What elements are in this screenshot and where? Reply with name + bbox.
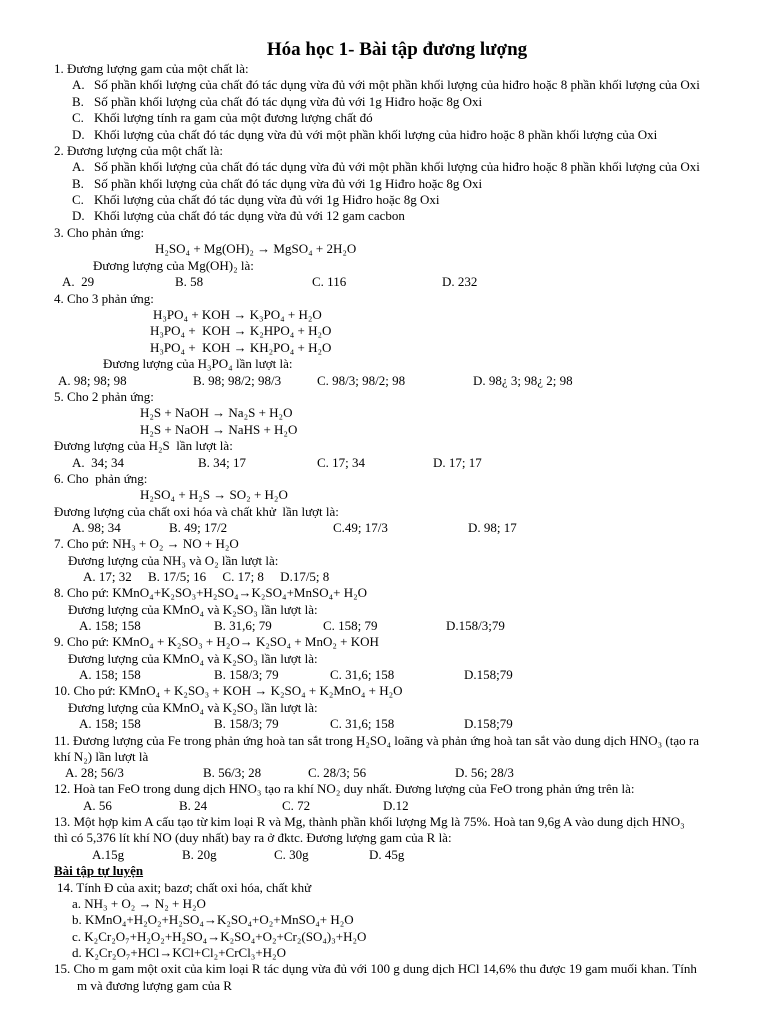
q6-answer-c: C.49; 17/3: [333, 520, 388, 535]
q5-answers: [0, 455, 768, 471]
q4-stem: 4. Cho 3 phản ứng:: [54, 291, 154, 306]
q11-stem-line1: 11. Đương lượng của Fe trong phản ứng hoà tan sắt trong H₂SO₄ loãng và phản ứng hoà tan sắt vào dung dịch HNO₃ (tạo ra: [54, 733, 699, 748]
self-practice-heading: Bài tập tự luyện: [54, 863, 144, 878]
q6-answer-d: D. 98; 17: [468, 520, 517, 535]
q6-question: Đương lượng của chất oxi hóa và chất khử lần lượt là:: [54, 504, 339, 519]
q6-answers: [0, 520, 768, 536]
q3-answer-a: A. 29: [62, 274, 95, 289]
q7-question: Đương lượng của NH₃ và O₂ lần lượt là:: [68, 553, 279, 568]
q14-item-b: b. KMnO₄+H₂O₂+H₂SO₄→K₂SO₄+O₂+MnSO₄+ H₂O: [72, 912, 354, 927]
q5-answer-b: B. 34; 17: [198, 455, 247, 470]
q1-option-c: C. Khối lượng tính ra gam của một đương lượng chất đó: [72, 110, 373, 125]
q9-answer-c: C. 31,6; 158: [330, 667, 395, 682]
q13-answers: [0, 847, 768, 863]
q12-answer-c: C. 72: [282, 798, 311, 813]
q7-stem: 7. Cho pứ: NH₃ + O₂ → NO + H₂O: [54, 536, 239, 551]
q9-stem: 9. Cho pứ: KMnO₄ + K₂SO₃ + H₂O→ K₂SO₄ + MnO₂ + KOH: [54, 634, 379, 649]
q12-answers: [0, 798, 768, 814]
q5-stem: 5. Cho 2 phản ứng:: [54, 389, 154, 404]
q6-answer-a: A. 98; 34: [72, 520, 121, 535]
q6-answer-b: B. 49; 17/2: [169, 520, 228, 535]
q5-answer-d: D. 17; 17: [433, 455, 482, 470]
q8-answer-b: B. 31,6; 79: [214, 618, 272, 633]
q4-answer-b: B. 98; 98/2; 98/3: [193, 373, 282, 388]
q4-answer-d: D. 98¿ 3; 98¿ 2; 98: [473, 373, 573, 388]
q4-equation-1: H₃PO₄ + KOH → K₃PO₄ + H₂O: [153, 307, 322, 322]
q3-answer-c: C. 116: [312, 274, 347, 289]
q12-stem: 12. Hoà tan FeO trong dung dịch HNO₃ tạo ra khí NO₂ duy nhất. Đương lượng của FeO trong phản ứng trên là:: [54, 781, 635, 796]
q1-stem: 1. Đương lượng gam của một chất là:: [54, 61, 249, 76]
q10-question: Đương lượng của KMnO₄ và K₂SO₃ lần lượt là:: [68, 700, 318, 715]
q13-stem-line2: thì có 5,376 lít khí NO (duy nhất) bay ra ở đktc. Đương lượng gam của R là:: [54, 830, 452, 845]
q10-answer-a: A. 158; 158: [79, 716, 141, 731]
q5-equation-1: H₂S + NaOH → Na₂S + H₂O: [140, 405, 293, 420]
q13-stem-line1: 13. Một hợp kim A cấu tạo từ kim loại R và Mg, thành phần khối lượng Mg là 75%. Hoà tan 9,6g A vào dung dịch HNO₃: [54, 814, 685, 829]
q2-option-b: B. Số phần khối lượng của chất đó tác dụng vừa đủ với 1g Hiđro hoặc 8g Oxi: [72, 176, 483, 191]
q3-equation: H₂SO₄ + Mg(OH)₂ → MgSO₄ + 2H₂O: [155, 241, 357, 256]
q1-option-d: D. Khối lượng của chất đó tác dụng vừa đủ với một phần khối lượng của hiđro hoặc 8 phần khối lượng của Oxi: [72, 127, 658, 142]
q5-answer-a: A. 34; 34: [72, 455, 124, 470]
q9-answers: [0, 667, 768, 683]
q13-answer-a: A.15g: [92, 847, 125, 862]
q15-stem-line1: 15. Cho m gam một oxit của kim loại R tác dụng vừa đủ với 100 g dung dịch HCl 14,6% thu được 19 gam muối khan. Tính: [54, 961, 697, 976]
q1-option-a: A. Số phần khối lượng của chất đó tác dụng vừa đủ với một phần khối lượng của hiđro hoặc 8 phần khối lượng của Oxi: [72, 77, 700, 92]
q3-answer-b: B. 58: [175, 274, 204, 289]
q11-answer-a: A. 28; 56/3: [65, 765, 124, 780]
q10-answer-c: C. 31,6; 158: [330, 716, 395, 731]
q14-stem: 14. Tính Đ của axit; bazơ; chất oxi hóa, chất khử: [57, 880, 312, 895]
q15-stem-line2: m và đương lượng gam của R: [77, 978, 232, 993]
q14-item-c: c. K₂Cr₂O₇+H₂O₂+H₂SO₄→K₂SO₄+O₂+Cr₂(SO₄)₃+H₂O: [72, 929, 367, 944]
q5-equation-2: H₂S + NaOH → NaHS + H₂O: [140, 422, 298, 437]
q7-answers: A. 17; 32 B. 17/5; 16 C. 17; 8 D.17/5; 8: [83, 569, 330, 584]
q12-answer-b: B. 24: [179, 798, 208, 813]
q2-stem: 2. Đương lượng của một chất là:: [54, 143, 223, 158]
q12-answer-d: D.12: [383, 798, 409, 813]
q8-question: Đương lượng của KMnO₄ và K₂SO₃ lần lượt là:: [68, 602, 318, 617]
q13-answer-d: D. 45g: [369, 847, 405, 862]
q14-item-d: d. K₂Cr₂O₇+HCl→KCl+Cl₂+CrCl₃+H₂O: [72, 945, 286, 960]
q10-answer-d: D.158;79: [464, 716, 513, 731]
q3-answers: [0, 274, 768, 290]
q11-answer-c: C. 28/3; 56: [308, 765, 367, 780]
q9-question: Đương lượng của KMnO₄ và K₂SO₃ lần lượt là:: [68, 651, 318, 666]
q11-answer-d: D. 56; 28/3: [455, 765, 514, 780]
q10-stem: 10. Cho pứ: KMnO₄ + K₂SO₃ + KOH → K₂SO₄ + K₂MnO₄ + H₂O: [54, 683, 403, 698]
q10-answer-b: B. 158/3; 79: [214, 716, 279, 731]
q12-answer-a: A. 56: [83, 798, 112, 813]
q3-question: Đương lượng của Mg(OH)₂ là:: [93, 258, 254, 273]
q10-answers: [0, 716, 768, 732]
q5-answer-c: C. 17; 34: [317, 455, 366, 470]
q14-item-a: a. NH₃ + O₂ → N₂ + H₂O: [72, 896, 206, 911]
q5-question: Đương lượng của H₂S lần lượt là:: [54, 438, 233, 453]
q6-stem: 6. Cho phản ứng:: [54, 471, 148, 486]
q8-stem: 8. Cho pứ: KMnO₄+K₂SO₃+H₂SO₄→K₂SO₄+MnSO₄+ H₂O: [54, 585, 368, 600]
q8-answer-d: D.158/3;79: [446, 618, 505, 633]
q9-answer-d: D.158;79: [464, 667, 513, 682]
q1-option-b: B. Số phần khối lượng của chất đó tác dụng vừa đủ với 1g Hiđro hoặc 8g Oxi: [72, 94, 483, 109]
q4-answers: [0, 373, 768, 389]
q2-option-d: D. Khối lượng của chất đó tác dụng vừa đủ với 12 gam cacbon: [72, 208, 405, 223]
q2-option-a: A. Số phần khối lượng của chất đó tác dụng vừa đủ với một phần khối lượng của hiđro hoặc 8 phần khối lượng của Oxi: [72, 159, 700, 174]
q2-option-c: C. Khối lượng của chất đó tác dụng vừa đủ với 1g Hiđro hoặc 8g Oxi: [72, 192, 440, 207]
q4-equation-3: H₃PO₄ + KOH → KH₂PO₄ + H₂O: [150, 340, 332, 355]
q8-answer-c: C. 158; 79: [323, 618, 378, 633]
q4-answer-c: C. 98/3; 98/2; 98: [317, 373, 406, 388]
q3-answer-d: D. 232: [442, 274, 478, 289]
q4-question: Đương lượng của H₃PO₄ lần lượt là:: [103, 356, 293, 371]
q13-answer-c: C. 30g: [274, 847, 309, 862]
q9-answer-b: B. 158/3; 79: [214, 667, 279, 682]
q13-answer-b: B. 20g: [182, 847, 217, 862]
q6-equation: H₂SO₄ + H₂S → SO₂ + H₂O: [140, 487, 288, 502]
page-title: Hóa học 1- Bài tập đương lượng: [266, 39, 528, 60]
q8-answers: [0, 618, 768, 634]
q8-answer-a: A. 158; 158: [79, 618, 141, 633]
q11-answer-b: B. 56/3; 28: [203, 765, 262, 780]
q9-answer-a: A. 158; 158: [79, 667, 141, 682]
q4-answer-a: A. 98; 98; 98: [58, 373, 127, 388]
q3-stem: 3. Cho phản ứng:: [54, 225, 145, 240]
q11-stem-line2: khí N₂) lần lượt là: [54, 749, 149, 764]
q4-equation-2: H₃PO₄ + KOH → K₂HPO₄ + H₂O: [150, 323, 332, 338]
q11-answers: [0, 765, 768, 781]
